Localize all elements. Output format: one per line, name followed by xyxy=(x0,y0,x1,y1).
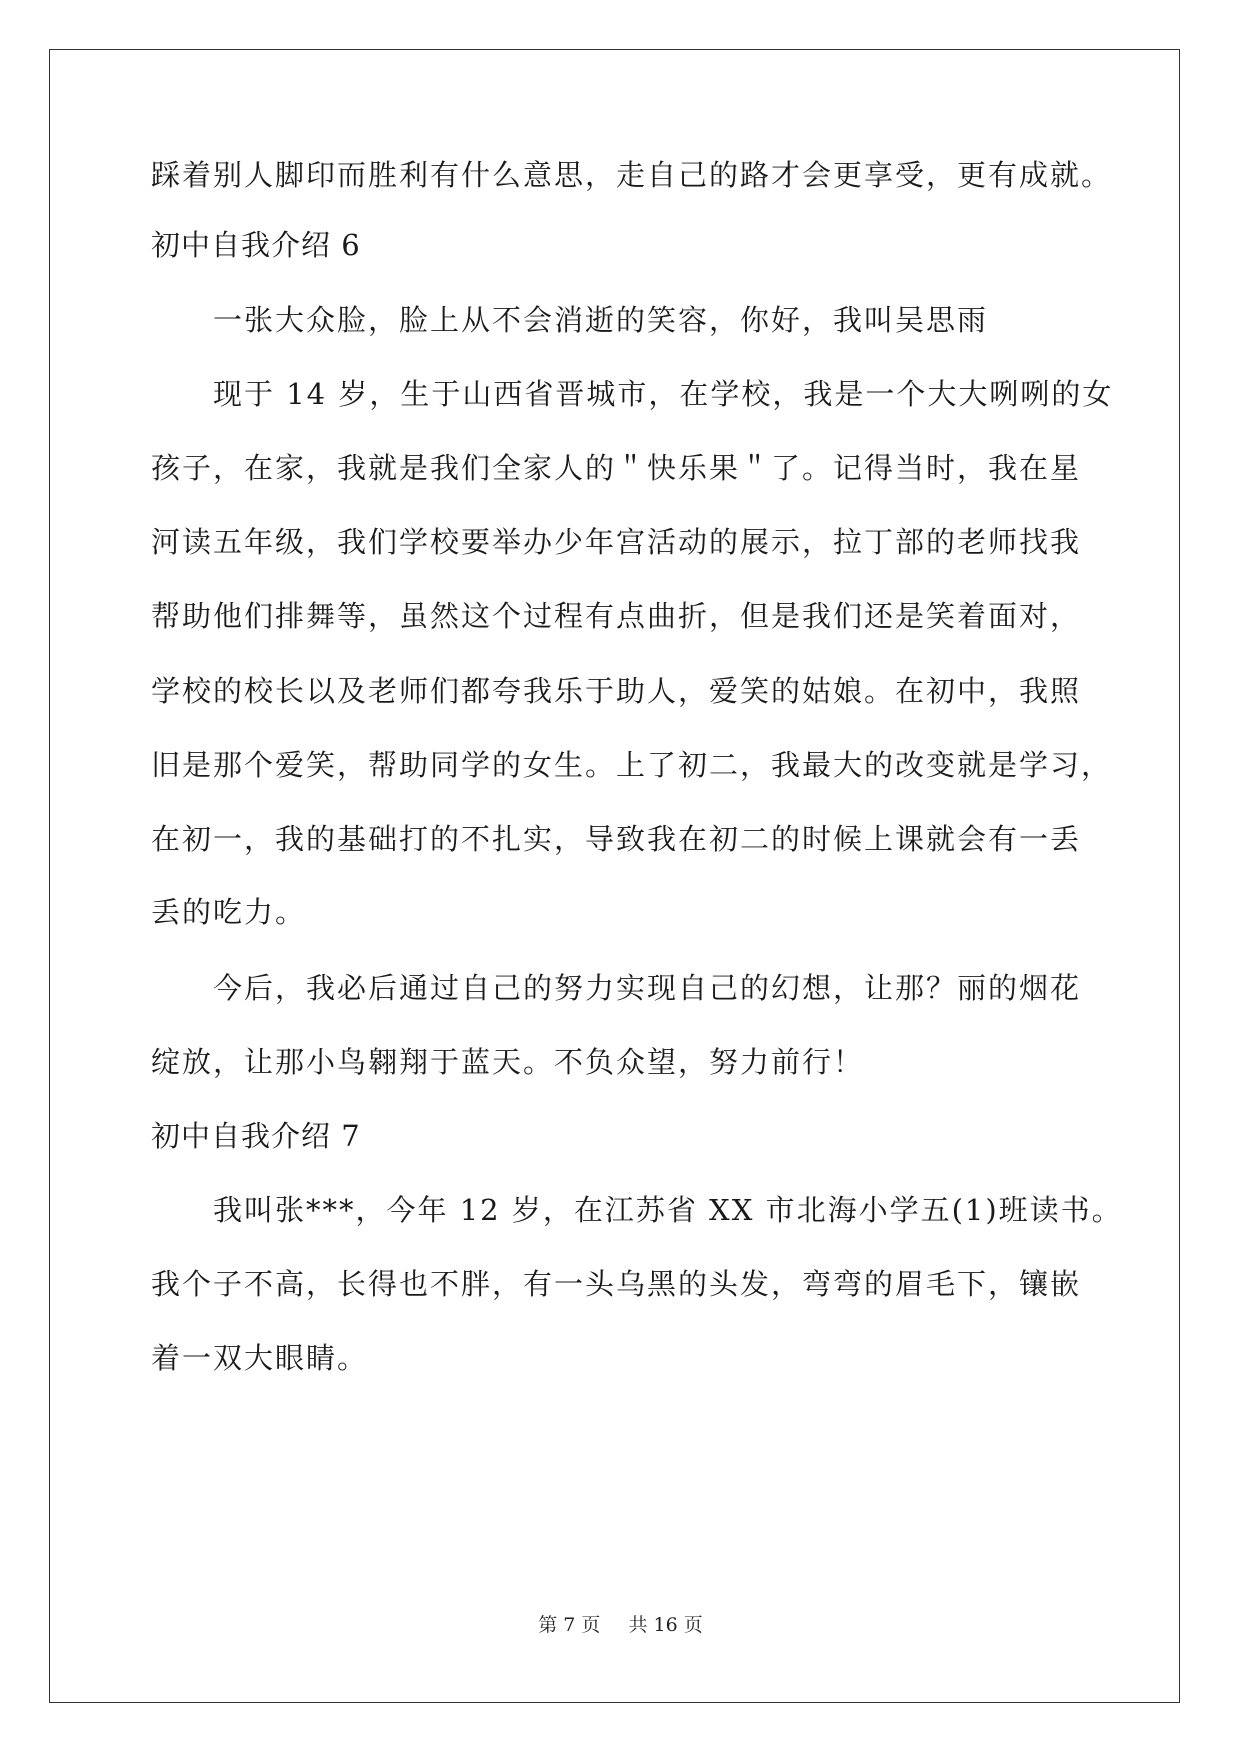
paragraph-line: 踩着别人脚印而胜利有什么意思，走自己的路才会更享受，更有成就。 xyxy=(151,158,1113,192)
paragraph-line: 现于 14 岁，生于山西省晋城市，在学校，我是一个大大咧咧的女 xyxy=(213,377,1114,411)
paragraph-line: 孩子，在家，我就是我们全家人的＂快乐果＂了。记得当时，我在星 xyxy=(151,451,1082,485)
page-footer xyxy=(0,1613,1241,1637)
paragraph-line: 绽放，让那小鸟翱翔于蓝天。不负众望，努力前行！ xyxy=(151,1045,865,1079)
page-number-current: 第 7 页 xyxy=(538,1614,601,1636)
paragraph-line: 着一双大眼睛。 xyxy=(151,1341,369,1375)
paragraph-line: 帮助他们排舞等，虽然这个过程有点曲折，但是我们还是笑着面对， xyxy=(151,599,1082,633)
paragraph-line: 学校的校长以及老师们都夸我乐于助人，爱笑的姑娘。在初中，我照 xyxy=(151,674,1082,708)
page-number-total: 共 16 页 xyxy=(628,1614,703,1636)
paragraph-line: 旧是那个爱笑，帮助同学的女生。上了初二，我最大的改变就是学习， xyxy=(151,748,1113,782)
paragraph-line: 今后，我必后通过自己的努力实现自己的幻想，让那？丽的烟花 xyxy=(213,971,1082,1005)
section-heading: 初中自我介绍 6 xyxy=(151,228,361,262)
paragraph-line: 在初一，我的基础打的不扎实，导致我在初二的时候上课就会有一丢 xyxy=(151,822,1082,856)
page-border xyxy=(49,49,1180,1703)
paragraph-line: 丢的吃力。 xyxy=(151,895,307,929)
paragraph-line: 我个子不高，长得也不胖，有一头乌黑的头发，弯弯的眉毛下，镶嵌 xyxy=(151,1267,1082,1301)
paragraph-line: 一张大众脸，脸上从不会消逝的笑容，你好，我叫吴思雨 xyxy=(213,303,989,337)
paragraph-line: 河读五年级，我们学校要举办少年宫活动的展示，拉丁部的老师找我 xyxy=(151,525,1082,559)
section-heading: 初中自我介绍 7 xyxy=(151,1119,361,1153)
paragraph-line: 我叫张***，今年 12 岁，在江苏省 XX 市北海小学五(1)班读书。 xyxy=(213,1193,1123,1227)
